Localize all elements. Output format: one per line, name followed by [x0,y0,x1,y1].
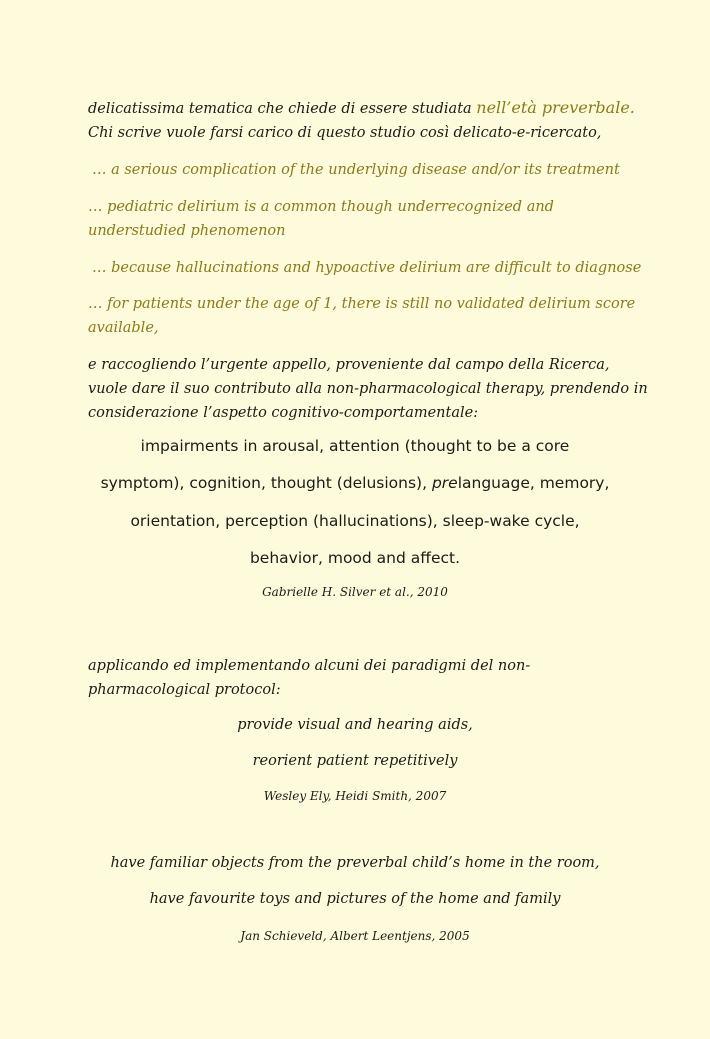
protocol-paragraph: applicando ed implementando alcuni dei paradigmi del non-pharmacological protocol: [88,658,531,698]
impairments-line-1: impairments in arousal, attention (thought to be a core [140,437,570,455]
quote-hallucinations: … because hallucinations and hypoactive delirium are difficult to diagnose [92,260,642,276]
impairments-line-2-end: language, memory, [457,474,610,492]
protocol-familiar-objects: have familiar objects from the preverbal child’s home in the room, [110,855,600,871]
impairments-line-3: orientation, perception (hallucinations), sleep-wake cycle, [130,512,580,530]
citation-ely-smith: Wesley Ely, Heidi Smith, 2007 [263,789,447,803]
protocol-reorient-patient: reorient patient repetitively [252,753,458,769]
quote-pediatric-delirium: … pediatric delirium is a common though underrecognized and understudied phenomenon [88,199,554,239]
quote-complication: … a serious complication of the underlying disease and/or its treatment [92,162,620,178]
appeal-paragraph: e raccogliendo l’urgente appello, proveniente dal campo della Ricerca, vuole dare il suo contributo alla non-pharmacological therapy, prendendo in considerazione l’aspetto cognitivo-comportamentale: [88,357,648,421]
citation-schieveld-leentjens: Jan Schieveld, Albert Leentjens, 2005 [240,929,470,943]
intro-highlight: nell’età preverbale. [476,98,635,117]
citation-silver: Gabrielle H. Silver et al., 2010 [262,585,448,599]
intro-text-start: delicatissima tematica che chiede di essere studiata [88,101,477,117]
impairments-line-2-start: symptom), cognition, thought (delusions), [100,474,432,492]
intro-text-end: Chi scrive vuole farsi carico di questo studio così delicato-e-ricercato, [88,125,602,141]
impairments-line-2 [0,473,710,493]
protocol-visual-hearing-aids: provide visual and hearing aids, [237,717,473,733]
intro-paragraph [88,96,648,145]
quote-under-age-one: … for patients under the age of 1, there is still no validated delirium score available, [88,296,636,336]
impairments-prefix-pre: pre [431,474,458,492]
impairments-line-4: behavior, mood and affect. [249,549,461,567]
protocol-favourite-toys: have favourite toys and pictures of the home and family [149,891,561,907]
